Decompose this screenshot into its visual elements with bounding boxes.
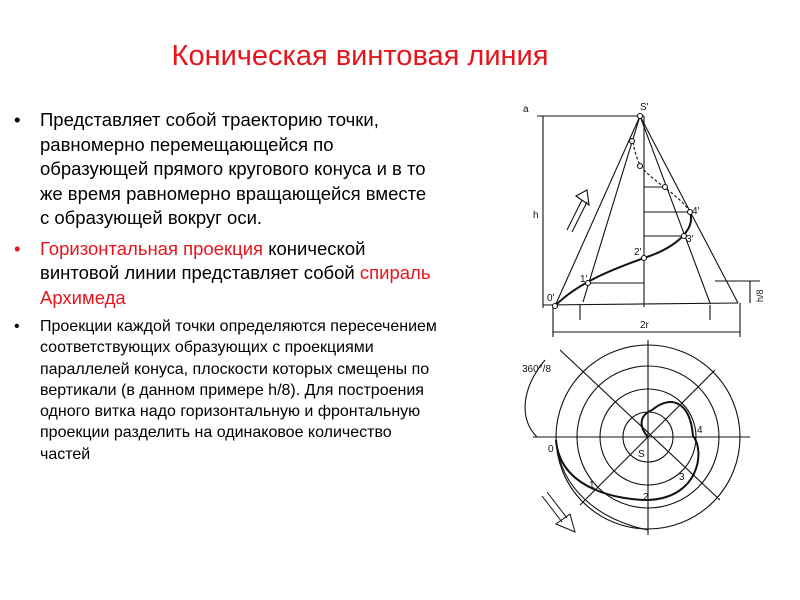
svg-text:S: S <box>638 449 645 460</box>
svg-text:h: h <box>533 210 539 221</box>
bullet-dot-icon: • <box>14 237 21 259</box>
svg-text:3: 3 <box>679 472 685 483</box>
bullet-list <box>10 108 440 465</box>
bullet-text: Представляет собой траекторию точки, равномерно перемещающейся по образующей прямого кругового конуса и в то же время равномерно вращающейся вместе с образующей вокруг оси. <box>40 109 427 228</box>
svg-text:2': 2' <box>634 247 642 258</box>
front-view <box>537 114 760 338</box>
svg-text:2: 2 <box>643 492 649 503</box>
svg-text:S': S' <box>640 102 649 113</box>
svg-text:4: 4 <box>697 425 703 436</box>
svg-text:a: a <box>523 104 529 115</box>
top-view <box>525 340 750 535</box>
svg-text:360°/8: 360°/8 <box>522 364 552 375</box>
bullet-text: конической винтовой линии представляет собой <box>40 237 366 283</box>
svg-text:1: 1 <box>589 480 595 491</box>
svg-text:h/8: h/8 <box>755 289 765 302</box>
rotation-arrow-icon <box>542 492 575 532</box>
svg-text:2r: 2r <box>640 320 649 331</box>
conical-helix-diagram <box>510 95 780 555</box>
svg-text:1': 1' <box>580 274 588 285</box>
svg-text:0': 0' <box>547 293 555 304</box>
highlight-text: Горизонтальная проекция <box>40 237 264 259</box>
svg-text:0: 0 <box>548 444 554 455</box>
bullet-dot-icon: • <box>14 109 21 130</box>
bullet-dot-icon: • <box>14 318 20 335</box>
top-view-labels <box>522 364 703 503</box>
bullet-item-projection <box>10 237 440 311</box>
highlight-text: спираль Архимеда <box>40 262 431 308</box>
svg-text:3': 3' <box>686 234 694 245</box>
bullet-item-definition <box>10 108 440 231</box>
bullet-item-construction <box>10 316 440 465</box>
svg-text:4': 4' <box>692 206 700 217</box>
slide-title: Коническая винтовая линия <box>171 40 549 72</box>
bullet-text: Проекции каждой точки определяются пересечением соответствующих образующих с проекциями параллелей конуса, плоскости которых смещены по вертикали (в данном примере h/8). Для построения одного витка надо горизонтальную и фронтальную проекции разделить на одинаковое количество частей <box>40 318 437 463</box>
